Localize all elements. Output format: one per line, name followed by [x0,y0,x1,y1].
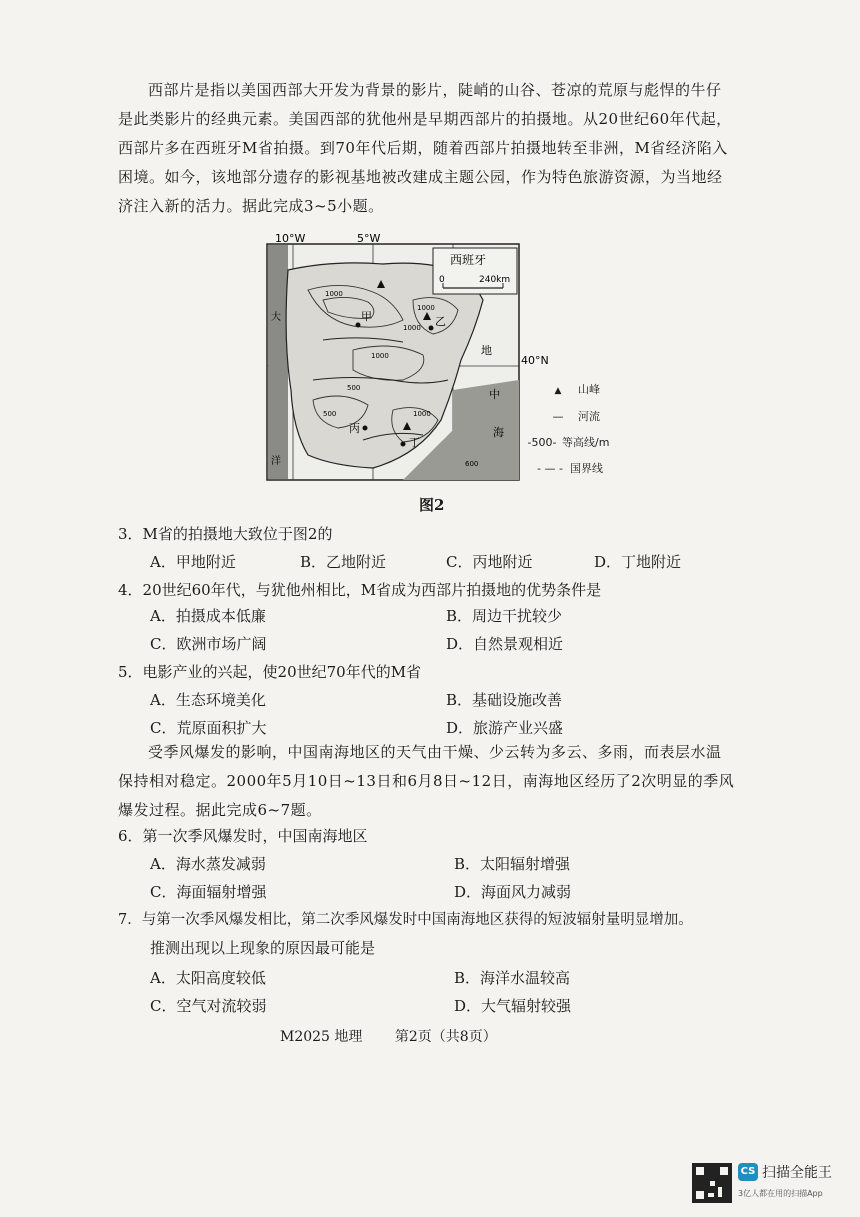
place-label-jia: 甲 [361,310,372,323]
q3-option-a: A．甲地附近 [150,553,236,571]
place-label-ding: 丁 [409,436,420,449]
contour-label: 1000 [413,410,431,418]
sea-label-hai: 海 [493,426,504,439]
place-label-yi: 乙 [435,315,446,328]
figure-caption: 图2 [419,496,445,514]
lat-label-40n: 40°N [521,354,549,367]
intro-passage-2: 受季风爆发的影响，中国南海地区的天气由干燥、少云转为多云、多雨，而表层水温保持相对稳定。2000年5月10日~13日和6月8日~12日，南海地区经历了2次明显的季风爆发过程。据此完成6~7题。 [118,743,735,819]
legend-item-border: - — - 国界线 [530,460,603,476]
lon-label-10w: 10°W [275,232,306,245]
legend-item-peak: ▲ 山峰 [538,381,600,397]
q7-option-b: B．海洋水温较高 [454,969,571,987]
peak-icon: ▲ [554,386,562,396]
q4-option-c: C．欧洲市场广阔 [150,635,267,653]
q6-option-c: C．海面辐射增强 [150,883,267,901]
question-stem-3: 3．M省的拍摄地大致位于图2的 [118,525,333,543]
question-stem-7: 7．与第一次季风爆发相比，第二次季风爆发时中国南海地区获得的短波辐射量明显增加。 [118,912,693,928]
q3-option-c: C．丙地附近 [446,553,533,571]
contour-label: 1000 [417,304,435,312]
question-stem-7-line2: 推测出现以上现象的原因最可能是 [150,939,376,957]
contour-label: 500 [347,384,361,392]
page-footer [280,1026,525,1046]
q5-option-b: B．基础设施改善 [446,691,563,709]
q5-option-c: C．荒原面积扩大 [150,719,267,737]
ocean-label-da: 大 [271,312,281,323]
q6-option-a: A．海水蒸发减弱 [150,855,266,873]
lon-label-5w: 5°W [357,232,381,245]
river-icon: — [552,410,564,423]
q5-option-d: D．旅游产业兴盛 [446,719,564,737]
q4-option-a: A．拍摄成本低廉 [150,607,266,625]
spain-map [253,230,553,488]
question-stem-4: 4．20世纪60年代，与犹他州相比，M省成为西部片拍摄地的优势条件是 [118,581,602,599]
scanner-app-name: 扫描全能王 [762,1165,832,1181]
contour-label: 1000 [371,352,389,360]
q7-option-d: D．大气辐射较强 [454,997,572,1015]
q6-option-d: D．海面风力减弱 [454,883,572,901]
scale-label: 240km [479,275,511,285]
page-number: 第2页（共8页） [394,1029,497,1045]
scale-zero: 0 [439,275,445,285]
contour-icon: -500- [527,436,557,449]
scanner-app-tagline: 3亿人都在用的扫描App [738,1189,823,1198]
intro-passage-1: 西部片是指以美国西部大开发为背景的影片，陡峭的山谷、苍凉的荒原与彪悍的牛仔是此类影片的经典元素。美国西部的犹他州是早期西部片的拍摄地。从20世纪60年代起，西部片多在西班牙M省拍摄。到70年代后期，随着西部片拍摄地转至非洲，M省经济陷入困境。如今，该地部分遗存的影视基地被改建成主题公园，作为特色旅游资源，为当地经济注入新的活力。据此完成3~5小题。 [118,81,732,215]
sea-label-zhong: 中 [489,388,500,401]
scanner-logo-icon: CS [738,1163,758,1181]
q4-option-b: B．周边干扰较少 [446,607,563,625]
q7-option-a: A．太阳高度较低 [150,969,266,987]
sea-label-di: 地 [481,344,492,357]
spain-map-figure [253,230,553,488]
contour-label: 1000 [325,290,343,298]
exam-code: M2025 地理 [280,1029,363,1045]
q5-option-a: A．生态环境美化 [150,691,266,709]
legend-item-river: — 河流 [538,408,600,424]
contour-label: 600 [465,460,479,468]
place-label-bing: 丙 [349,422,360,435]
q3-option-d: D．丁地附近 [594,553,682,571]
inset-title: 西班牙 [450,253,487,267]
q4-option-d: D．自然景观相近 [446,635,564,653]
legend-item-contour: -500- 等高线/m [522,434,609,450]
q6-option-b: B．太阳辐射增强 [454,855,571,873]
question-stem-5: 5．电影产业的兴起，使20世纪70年代的M省 [118,663,422,681]
border-icon: - — - [537,462,563,475]
qr-code-icon [692,1163,732,1203]
contour-label: 500 [323,410,337,418]
q7-option-c: C．空气对流较弱 [150,997,267,1015]
q3-option-b: B．乙地附近 [300,553,387,571]
ocean-label-yang: 洋 [271,456,281,467]
question-stem-6: 6．第一次季风爆发时，中国南海地区 [118,827,368,845]
contour-label: 1000 [403,324,421,332]
